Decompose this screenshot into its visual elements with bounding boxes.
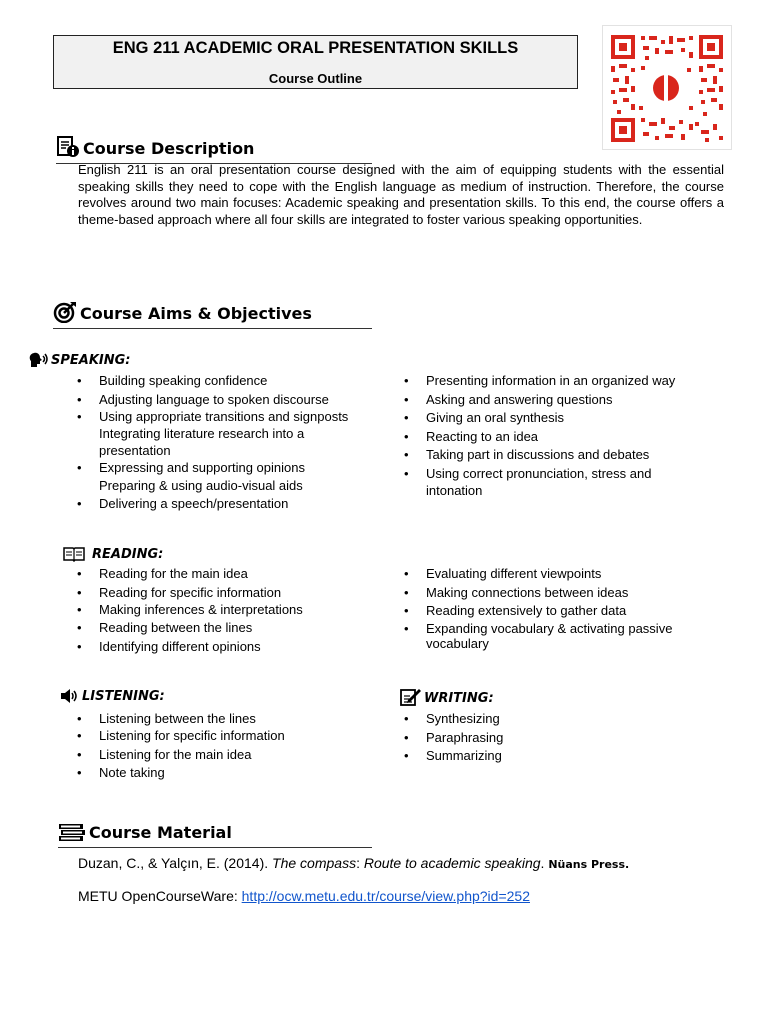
course-aims-label: Course Aims & Objectives: [80, 304, 312, 323]
course-material-label: Course Material: [89, 823, 232, 842]
qr-code-icon: [603, 26, 731, 149]
ocw-line: [78, 888, 738, 904]
writing-label: WRITING:: [424, 691, 494, 706]
speaking-heading: [28, 352, 131, 372]
listening-heading: [60, 688, 165, 708]
list-item: • Presenting information in an organized way: [404, 372, 704, 389]
course-aims-heading: [53, 301, 372, 329]
speaking-left-column: [77, 372, 357, 513]
reference-press: Nüans Press.: [548, 858, 630, 871]
list-item: • Reading between the lines: [77, 619, 377, 636]
target-icon: [53, 301, 77, 327]
reading-heading: [63, 546, 163, 566]
list-item: • Expressing and supporting opinions: [77, 459, 357, 476]
reference-authors: Duzan, C., & Yalçın, E. (2014).: [78, 855, 273, 871]
list-item: • Identifying different opinions: [77, 638, 377, 655]
list-item: • Synthesizing: [404, 710, 704, 727]
list-item: • Taking part in discussions and debates: [404, 446, 704, 463]
ocw-label: METU OpenCourseWare:: [78, 888, 242, 904]
list-item: • Reading for the main idea: [77, 565, 377, 582]
course-description-text: English 211 is an oral presentation course designed with the aim of equipping students with the essential speaking skills they need to cope with the English language as medium of instruction. Therefore, the course revolves around two main focuses: Academic speaking and presentation skills. To this end, the course offers a theme-based approach where all four skills are integrated to foster various speaking opportunities.: [78, 162, 724, 227]
list-item: • Making connections between ideas: [404, 584, 704, 601]
writing-list: [404, 710, 704, 766]
books-icon: [58, 822, 86, 846]
reading-left-column: [77, 565, 377, 656]
reference-colon: :: [356, 855, 364, 871]
pen-paper-icon: [400, 688, 422, 710]
reading-right-column: [404, 565, 704, 653]
list-item: • Building speaking confidence: [77, 372, 357, 389]
document-info-icon: [56, 136, 80, 162]
list-item: • Using correct pronunciation, stress and intonation: [404, 465, 676, 499]
list-item: • Reading extensively to gather data: [404, 602, 704, 619]
speaking-extra-b: Preparing & using audio-visual aids: [99, 477, 303, 493]
list-item: • Note taking: [77, 764, 377, 781]
list-item: • Listening for the main idea: [77, 746, 377, 763]
speaking-right-column: [404, 372, 704, 500]
course-description-label: Course Description: [83, 139, 255, 158]
speaking-head-icon: [28, 352, 50, 372]
list-item: • Delivering a speech/presentation: [77, 495, 357, 512]
speaking-label: SPEAKING:: [51, 353, 131, 368]
list-item: • Expanding vocabulary & activating passive vocabulary: [404, 621, 716, 652]
list-item: • Using appropriate transitions and signposts: [77, 408, 357, 425]
list-item: • Summarizing: [404, 747, 704, 764]
page-title: ENG 211 ACADEMIC ORAL PRESENTATION SKILLS: [112, 39, 519, 57]
reference-subtitle: Route to academic speaking: [363, 855, 541, 871]
qr-code: [602, 25, 732, 150]
list-item: • Reading for specific information: [77, 584, 377, 601]
speaking-extra-a: Integrating literature research into a presentation: [99, 425, 305, 458]
reference-dot: .: [540, 855, 549, 871]
course-description-heading: [56, 136, 372, 164]
list-item: • Reacting to an idea: [404, 428, 704, 445]
reference-title: The compass: [272, 855, 357, 871]
list-item: • Listening for specific information: [77, 727, 377, 744]
page-subtitle: Course Outline: [268, 71, 363, 86]
list-item: • Asking and answering questions: [404, 391, 704, 408]
list-item: • Adjusting language to spoken discourse: [77, 391, 357, 408]
course-material-heading: [58, 822, 372, 848]
ocw-link[interactable]: http://ocw.metu.edu.tr/course/view.php?id=252: [241, 888, 530, 904]
list-item: • Listening between the lines: [77, 710, 377, 727]
speaker-icon: [60, 688, 80, 708]
list-item: • Paraphrasing: [404, 729, 704, 746]
reading-label: READING:: [92, 547, 164, 562]
material-reference: [78, 855, 738, 871]
list-item: • Making inferences & interpretations: [77, 601, 377, 618]
title-box: [53, 35, 578, 89]
listening-list: [77, 710, 377, 783]
list-item: • Giving an oral synthesis: [404, 409, 704, 426]
writing-heading: [400, 688, 494, 710]
listening-label: LISTENING:: [82, 689, 165, 704]
list-item: • Evaluating different viewpoints: [404, 565, 704, 582]
open-book-icon: [63, 546, 85, 566]
